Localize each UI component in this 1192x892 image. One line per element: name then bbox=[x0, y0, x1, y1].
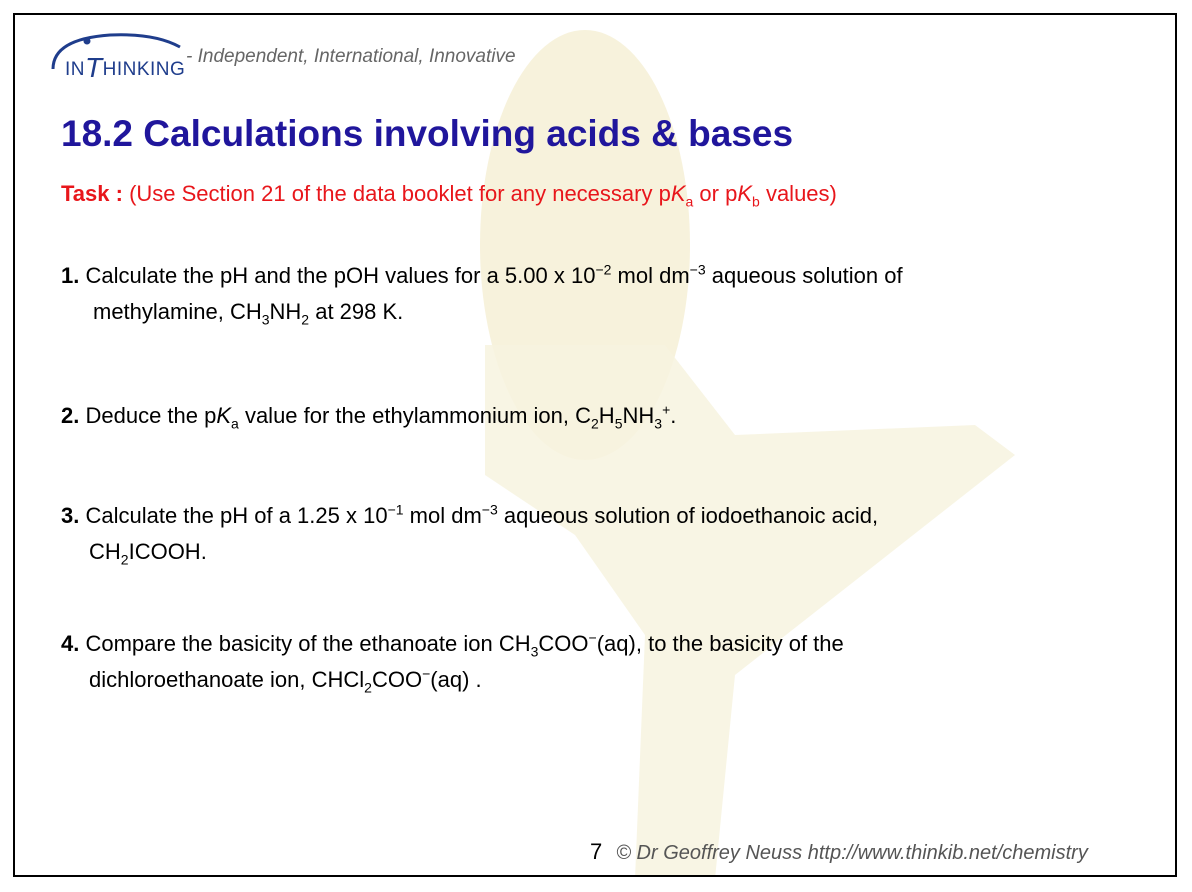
question-3: 3. Calculate the pH of a 1.25 x $10^{-1}$ mol $dm^{-3}$ aqueous solution of iodoethanoic acid, $CH_2ICOOH$. bbox=[61, 501, 879, 568]
slide bbox=[13, 13, 1177, 877]
page-number: 7 bbox=[590, 839, 603, 864]
logo-text: INTHINKING bbox=[65, 52, 186, 83]
question-4: 4. Compare the basicity of the ethanoate ion $CH_3COO^-(aq)$, to the basicity of the dichloroethanoate ion, CHCl$_2$COO−(aq) . bbox=[61, 629, 844, 696]
slide-title: 18.2 Calculations involving acids & bases bbox=[61, 113, 794, 154]
inthinking-logo bbox=[35, 25, 186, 83]
slide-footer bbox=[590, 839, 1088, 865]
question-1: 1. Calculate the pH and the pOH values for a 5.00 x $10^{-2}$ mol $dm^{-3}$ aqueous solution of methylamine, $CH_3NH_2$ at 298 K. bbox=[61, 261, 903, 328]
question-2: 2. Deduce the $pK_a$ value for the ethylammonium ion, $C_2H_5NH_3^+$. bbox=[61, 401, 677, 432]
tagline: - Independent, International, Innovative bbox=[186, 46, 516, 67]
copyright-notice: © Dr Geoffrey Neuss http://www.thinkib.net/chemistry bbox=[616, 842, 1088, 864]
task-instruction: Task : (Use Section 21 of the data booklet for any necessary $pK_a$ or $pK_b$ values) bbox=[61, 181, 837, 210]
